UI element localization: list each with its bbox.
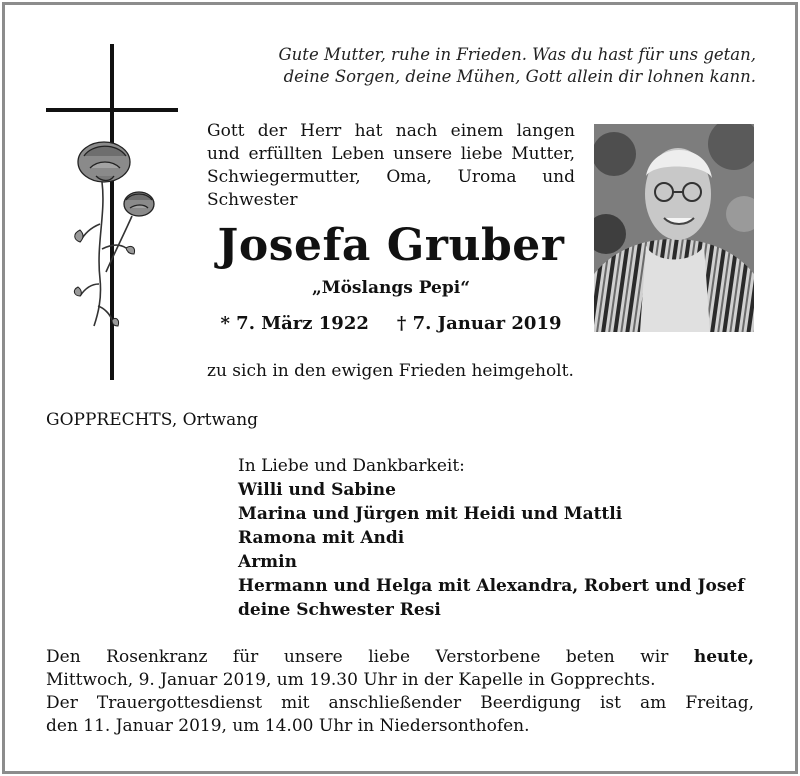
- family-member: Hermann und Helga mit Alexandra, Robert und Josef: [238, 576, 745, 596]
- intro-line-3: Schwiegermutter, Oma, Uroma und: [207, 167, 575, 187]
- death-date: † 7. Januar 2019: [396, 313, 562, 334]
- portrait-svg: [594, 124, 754, 332]
- family-member: Armin: [238, 552, 297, 572]
- family-member: Ramona mit Andi: [238, 528, 405, 548]
- intro-line-2: und erfüllten Leben unsere liebe Mutter,: [207, 144, 575, 164]
- portrait-photo: [594, 124, 754, 332]
- family-member: Willi und Sabine: [238, 480, 396, 500]
- homecoming-text: zu sich in den ewigen Frieden heimgeholt.: [207, 361, 574, 381]
- family-list: [238, 454, 745, 622]
- service-line-3: Der Trauergottesdienst mit anschließender Beerdigung ist am Freitag,: [46, 693, 754, 713]
- quote-line-2: deine Sorgen, deine Mühen, Gott allein dir lohnen kann.: [283, 67, 756, 86]
- intro-text: [207, 120, 575, 212]
- service-line-1: [46, 646, 754, 669]
- family-member: Marina und Jürgen mit Heidi und Mattli: [238, 504, 623, 524]
- deceased-name: Josefa Gruber: [217, 220, 565, 271]
- intro-line-4: Schwester: [207, 190, 298, 210]
- place-line: GOPPRECHTS, Ortwang: [46, 410, 259, 430]
- family-intro: In Liebe und Dankbarkeit:: [238, 456, 465, 476]
- service-line-4: den 11. Januar 2019, um 14.00 Uhr in Niedersonthofen.: [46, 716, 530, 736]
- today-emphasis: heute,: [693, 647, 754, 667]
- rosary-text: Den Rosenkranz für unsere liebe Verstorbene beten wir: [46, 647, 669, 667]
- service-info: [46, 646, 754, 738]
- family-member: deine Schwester Resi: [238, 600, 441, 620]
- birth-date: * 7. März 1922: [220, 313, 369, 334]
- deceased-nickname: „Möslangs Pepi“: [312, 278, 470, 298]
- cross-with-roses-icon: [44, 44, 184, 384]
- life-dates: [207, 313, 575, 334]
- intro-line-1: Gott der Herr hat nach einem langen: [207, 121, 575, 141]
- service-line-2: Mittwoch, 9. Januar 2019, um 19.30 Uhr in der Kapelle in Gopprechts.: [46, 670, 656, 690]
- cross-svg: [44, 44, 184, 384]
- quote-line-1: Gute Mutter, ruhe in Frieden. Was du hast für uns getan,: [278, 45, 756, 64]
- memorial-quote: [236, 44, 756, 88]
